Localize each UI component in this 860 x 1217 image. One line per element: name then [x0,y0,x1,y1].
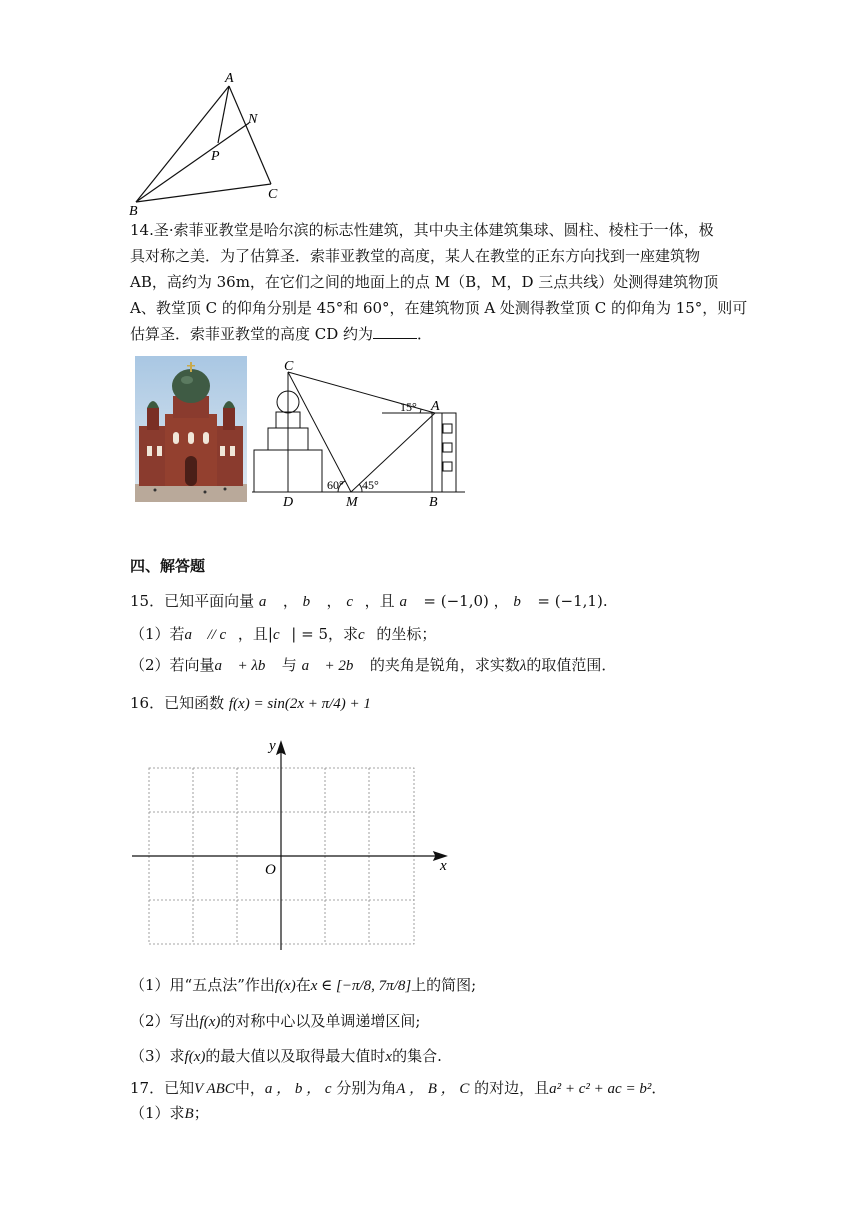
schematic-label-c: C [284,359,294,374]
label-n: N [248,112,258,127]
coordinate-grid [128,732,458,954]
origin-label: O [265,862,276,878]
axis-x-label: x [440,858,447,874]
label-c: C [268,187,278,202]
label-b: B [129,204,138,218]
angle-60-label: 60° [327,478,344,492]
section-heading: 四、解答题 [130,557,206,575]
cathedral-photo [135,356,247,502]
q17-stem: 17．已知V ABC中，a ， b ， c 分别为角A ， B ， C 的对边，且a² + c² + ac = b²． [130,1079,667,1097]
vector-b: b⃗ [302,594,322,610]
label-p: P [211,149,220,164]
q16-stem: 16．已知函数 f(x) = sin(2x + π/4) + 1 [130,694,371,712]
q15-part1: （1）若a⃗ // c⃗，且|c⃗| = 5，求c⃗的坐标； [130,625,437,643]
vector-a: a⃗ [258,594,279,610]
schematic-label-d: D [283,495,294,510]
answer-blank[interactable] [373,324,417,339]
q14-line1: 14.圣·索菲亚教堂是哈尔滨的标志性建筑，其中央主体建筑集球、圆柱、棱柱于一体，极 [130,221,714,239]
q15-part2: （2）若向量a⃗ + λb⃗ 与 a⃗ + 2b⃗ 的夹角是锐角，求实数λ的取值范围． [130,656,617,674]
angle-15-label: 15° [400,400,417,414]
q15-stem: 15．已知平面向量 a⃗ ， b⃗ ， c⃗，且 a⃗ = (−1,0) ， b⃗ = (−1,1). [130,592,608,610]
schematic-label-m: M [346,495,358,510]
q14-line4: A、教堂顶 C 的仰角分别是 45°和 60°，在建筑物顶 A 处测得教堂顶 C 的仰角为 15°，则可 [130,299,748,317]
q17-part1: （1）求B； [130,1104,209,1122]
schematic-label-a: A [431,399,440,414]
axis-y-label: y [269,738,276,754]
q14-line3: AB，高约为 36m，在它们之间的地面上的点 M（B，M，D 三点共线）处测得建筑物顶 [130,273,719,291]
triangle-figure-q13 [125,68,295,218]
schematic-label-b: B [429,495,438,510]
q14-line5: 估算圣．索菲亚教堂的高度 CD 约为 ． [130,325,433,343]
q16-part3: （3）求f(x)的最大值以及取得最大值时x的集合. [130,1047,442,1065]
angle-45-label: 45° [362,478,379,492]
cathedral-schematic [250,358,470,510]
q16-part2: （2）写出f(x)的对称中心以及单调递增区间; [130,1012,421,1030]
function-expression: f(x) = sin(2x + π/4) + 1 [228,696,371,712]
q16-part1: （1）用“五点法”作出f(x)在x ∈ [−π/8, 7π/8]上的简图; [130,976,477,994]
vector-c: c⃗ [346,594,365,610]
q14-line2: 具对称之美．为了估算圣．索菲亚教堂的高度，某人在教堂的正东方向找到一座建筑物 [130,247,701,265]
q14-number: 14. [130,221,154,239]
label-a: A [225,71,234,86]
